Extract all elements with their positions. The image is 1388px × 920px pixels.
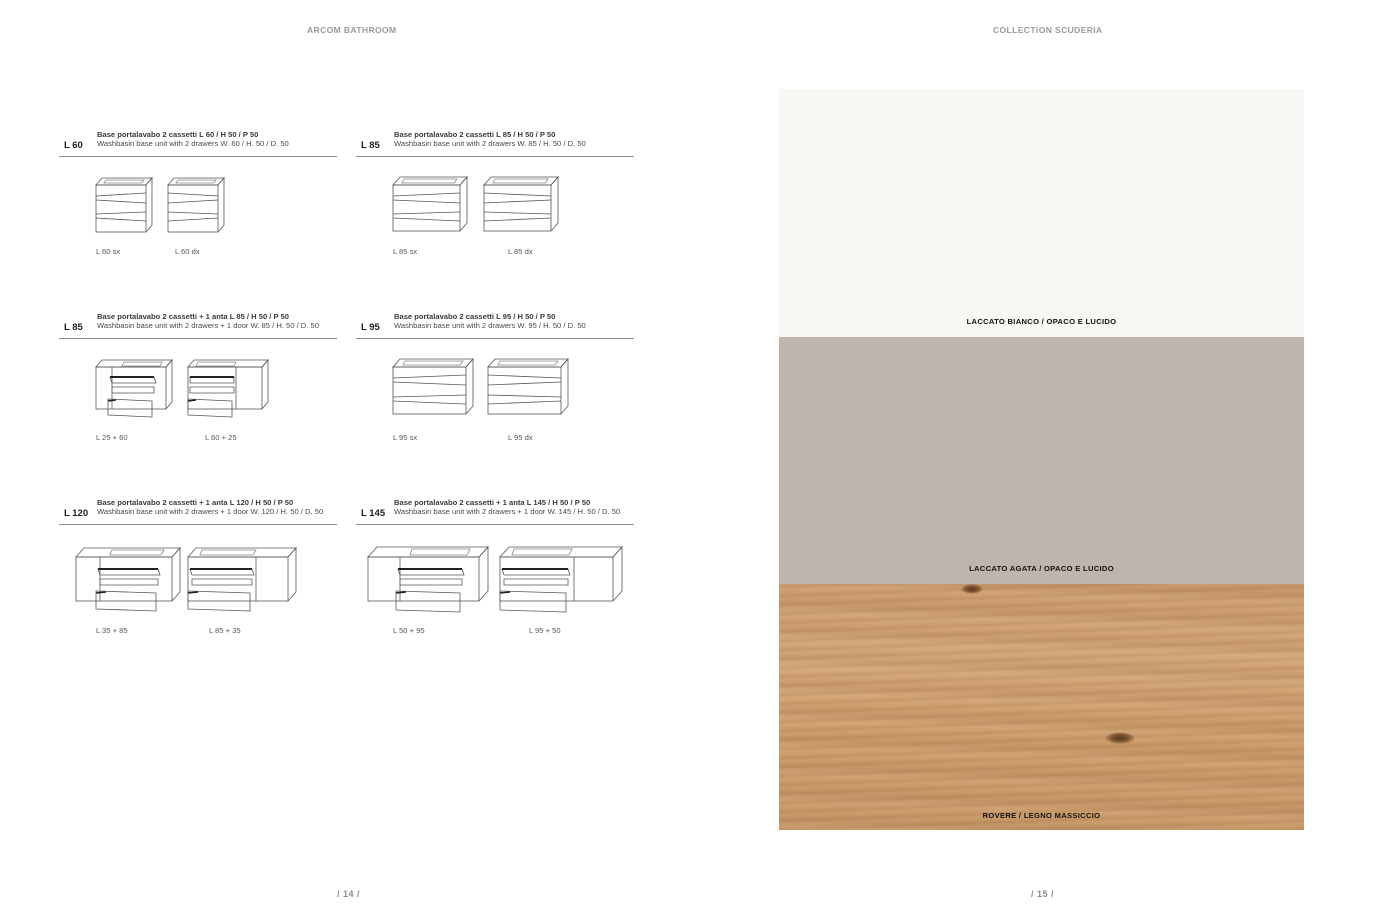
product-block-l85 bbox=[356, 130, 634, 157]
variant-label: L 50 + 95 bbox=[393, 626, 425, 635]
variant-label: L 25 + 60 bbox=[96, 433, 128, 442]
product-code: L 85 bbox=[64, 322, 83, 333]
left-page-header: ARCOM BATHROOM bbox=[307, 25, 397, 35]
unit-drawing-l60-sx bbox=[94, 176, 154, 234]
right-page-header: COLLECTION SCUDERIA bbox=[993, 25, 1103, 35]
product-title-en: Washbasin base unit with 2 drawers W. 95 / H. 50 / D. 50 bbox=[394, 321, 586, 330]
unit-drawing-l95-sx bbox=[391, 357, 475, 417]
unit-drawing-l35-85 bbox=[74, 545, 182, 615]
product-code: L 95 bbox=[361, 322, 380, 333]
variant-label: L 60 dx bbox=[175, 247, 200, 256]
variant-label: L 95 dx bbox=[508, 433, 533, 442]
product-block-l145 bbox=[356, 498, 634, 525]
product-title-en: Washbasin base unit with 2 drawers + 1 door W. 120 / H. 50 / D. 50 bbox=[97, 507, 324, 516]
product-title-en: Washbasin base unit with 2 drawers + 1 door W. 85 / H. 50 / D. 50 bbox=[97, 321, 319, 330]
page-number-left: / 14 / bbox=[337, 889, 361, 899]
variant-label: L 85 sx bbox=[393, 247, 418, 256]
unit-drawing-l25-60 bbox=[94, 357, 174, 421]
variant-label: L 85 + 35 bbox=[209, 626, 241, 635]
unit-drawing-l60-dx bbox=[166, 176, 226, 234]
product-block-l85-door bbox=[59, 312, 337, 339]
wood-knot bbox=[961, 584, 983, 594]
variant-label: L 60 sx bbox=[96, 247, 121, 256]
swatch-label: LACCATO AGATA / OPACO E LUCIDO bbox=[969, 564, 1114, 573]
product-header bbox=[356, 312, 634, 339]
product-header bbox=[59, 130, 337, 157]
product-code: L 85 bbox=[361, 140, 380, 151]
unit-drawing-l50-95 bbox=[366, 544, 490, 616]
product-title-it: Base portalavabo 2 cassetti L 60 / H 50 / P 50 bbox=[97, 130, 259, 139]
product-title-it: Base portalavabo 2 cassetti + 1 anta L 145 / H 50 / P 50 bbox=[394, 498, 591, 507]
unit-drawing-l85-sx bbox=[391, 175, 469, 233]
product-header bbox=[59, 498, 337, 525]
product-title-en: Washbasin base unit with 2 drawers W. 60 / H. 50 / D. 50 bbox=[97, 139, 289, 148]
variant-label: L 95 + 50 bbox=[529, 626, 561, 635]
product-header bbox=[356, 498, 634, 525]
product-block-l60 bbox=[59, 130, 337, 157]
variant-label: L 95 sx bbox=[393, 433, 418, 442]
unit-drawing-l85-35 bbox=[186, 545, 298, 615]
product-code: L 145 bbox=[361, 508, 386, 519]
swatch-laccato-bianco bbox=[779, 89, 1304, 337]
product-title-it: Base portalavabo 2 cassetti L 95 / H 50 / P 50 bbox=[394, 312, 556, 321]
variant-label: L 35 + 85 bbox=[96, 626, 128, 635]
product-code: L 120 bbox=[64, 508, 89, 519]
page-number-right: / 15 / bbox=[1031, 889, 1055, 899]
wood-knot bbox=[1105, 732, 1135, 744]
product-header bbox=[59, 312, 337, 339]
product-title-en: Washbasin base unit with 2 drawers + 1 door W. 145 / H. 50 / D. 50 bbox=[394, 507, 621, 516]
product-title-en: Washbasin base unit with 2 drawers W. 85 / H. 50 / D. 50 bbox=[394, 139, 586, 148]
swatch-label: LACCATO BIANCO / OPACO E LUCIDO bbox=[966, 317, 1117, 326]
unit-drawing-l95-dx bbox=[486, 357, 570, 417]
swatch-laccato-agata bbox=[779, 337, 1304, 584]
product-block-l95 bbox=[356, 312, 634, 339]
product-title-it: Base portalavabo 2 cassetti + 1 anta L 120 / H 50 / P 50 bbox=[97, 498, 294, 507]
variant-label: L 85 dx bbox=[508, 247, 533, 256]
unit-drawing-l95-50 bbox=[498, 544, 624, 616]
product-title-it: Base portalavabo 2 cassetti + 1 anta L 85 / H 50 / P 50 bbox=[97, 312, 289, 321]
product-block-l120 bbox=[59, 498, 337, 525]
swatch-rovere bbox=[779, 584, 1304, 830]
unit-drawing-l60-25 bbox=[186, 357, 270, 421]
product-code: L 60 bbox=[64, 140, 83, 151]
product-title-it: Base portalavabo 2 cassetti L 85 / H 50 / P 50 bbox=[394, 130, 556, 139]
variant-label: L 60 + 25 bbox=[205, 433, 237, 442]
product-header bbox=[356, 130, 634, 157]
unit-drawing-l85-dx bbox=[482, 175, 560, 233]
swatch-label: ROVERE / LEGNO MASSICCIO bbox=[982, 811, 1101, 820]
